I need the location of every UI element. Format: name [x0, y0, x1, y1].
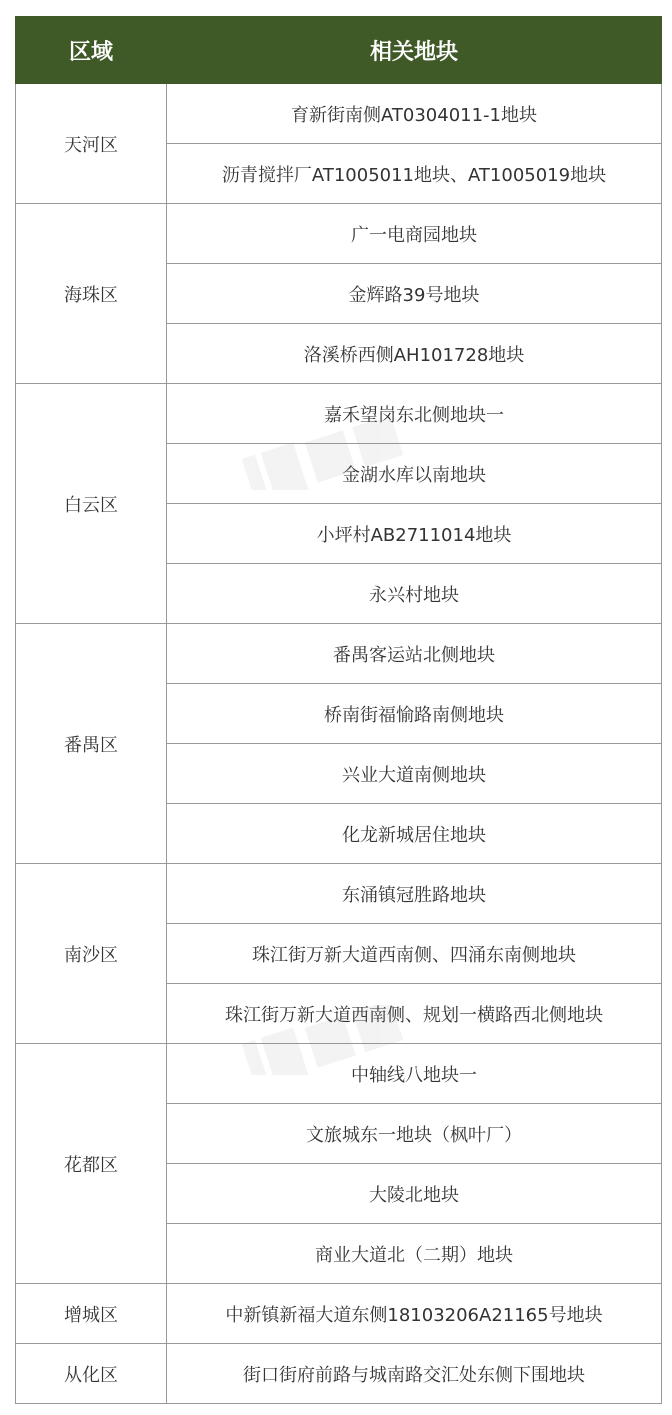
district-cell: 番禺区: [16, 624, 167, 864]
district-cell: 花都区: [16, 1044, 167, 1284]
district-cell: 增城区: [16, 1284, 167, 1344]
table-row: [16, 1284, 662, 1344]
plot-cell: 东涌镇冠胜路地块: [167, 864, 662, 924]
table-row: [16, 1344, 662, 1404]
district-cell: 天河区: [16, 84, 167, 204]
plot-cell: 金辉路39号地块: [167, 264, 662, 324]
plot-cell: 珠江街万新大道西南侧、规划一横路西北侧地块: [167, 984, 662, 1044]
table-row: [16, 1044, 662, 1104]
plot-cell: 沥青搅拌厂AT1005011地块、AT1005019地块: [167, 144, 662, 204]
plot-cell: 洛溪桥西侧AH101728地块: [167, 324, 662, 384]
plot-cell: 文旅城东一地块（枫叶厂）: [167, 1104, 662, 1164]
district-cell: 从化区: [16, 1344, 167, 1404]
header-district: 区域: [16, 17, 167, 84]
plot-cell: 小坪村AB2711014地块: [167, 504, 662, 564]
plot-cell: 珠江街万新大道西南侧、四涌东南侧地块: [167, 924, 662, 984]
land-table: [15, 16, 662, 1404]
table-row: [16, 84, 662, 144]
plot-cell: 商业大道北（二期）地块: [167, 1224, 662, 1284]
plot-cell: 中新镇新福大道东侧18103206A21165号地块: [167, 1284, 662, 1344]
table-row: [16, 624, 662, 684]
plot-cell: 化龙新城居住地块: [167, 804, 662, 864]
header-plots: 相关地块: [167, 17, 662, 84]
plot-cell: 兴业大道南侧地块: [167, 744, 662, 804]
plot-cell: 永兴村地块: [167, 564, 662, 624]
plot-cell: 中轴线八地块一: [167, 1044, 662, 1104]
plot-cell: 育新街南侧AT0304011-1地块: [167, 84, 662, 144]
plot-cell: 街口街府前路与城南路交汇处东侧下围地块: [167, 1344, 662, 1404]
plot-cell: 广一电商园地块: [167, 204, 662, 264]
district-cell: 南沙区: [16, 864, 167, 1044]
header-row: [16, 17, 662, 84]
plot-cell: 大陵北地块: [167, 1164, 662, 1224]
plot-cell: 番禺客运站北侧地块: [167, 624, 662, 684]
plot-cell: 金湖水库以南地块: [167, 444, 662, 504]
plot-cell: 桥南街福愉路南侧地块: [167, 684, 662, 744]
district-cell: 白云区: [16, 384, 167, 624]
district-cell: 海珠区: [16, 204, 167, 384]
table-row: [16, 204, 662, 264]
plot-cell: 嘉禾望岗东北侧地块一: [167, 384, 662, 444]
table-row: [16, 384, 662, 444]
table-row: [16, 864, 662, 924]
